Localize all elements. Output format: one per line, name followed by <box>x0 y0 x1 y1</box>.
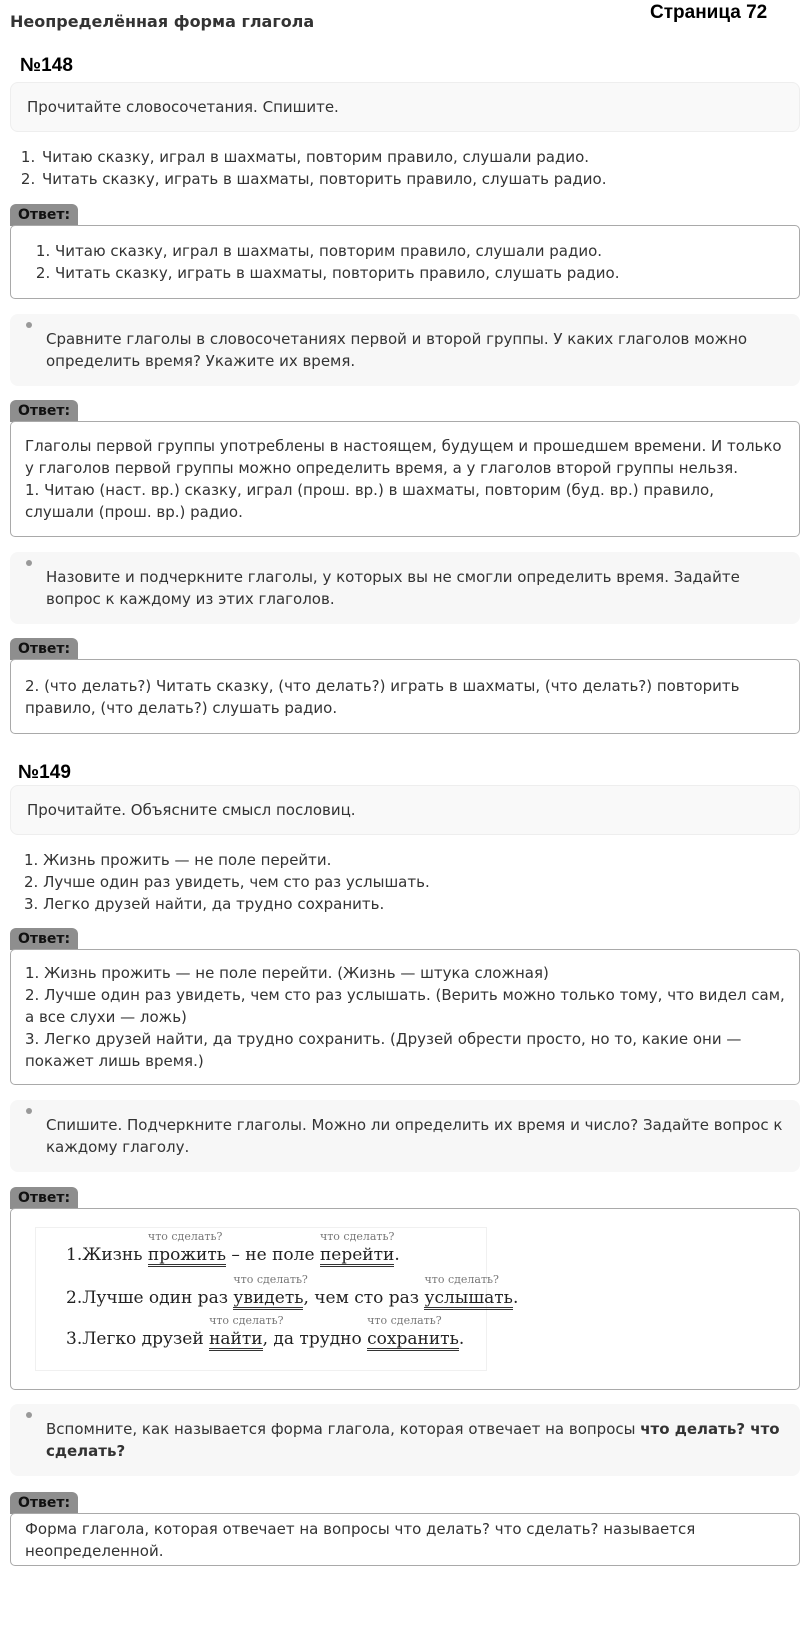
question-text: Назовите и подчеркните глаголы, у которых вы не смогли определить время. Задайте вопрос к каждому из этих глаголов. <box>46 568 740 608</box>
question-note: что сделать? <box>147 1230 223 1243</box>
handwritten-line-2: 2.Лучше один раз что сделать? увидеть, чем сто раз что сделать? услышать. <box>66 1273 519 1308</box>
question-text: Вспомните, как называется форма глагола, которая отвечает на вопросы что делать? что сделать? <box>46 1420 780 1460</box>
handwritten-line-3: 3.Легко друзей что сделать? найти, да трудно что сделать? сохранить. <box>66 1314 465 1349</box>
task-149-question-3 <box>10 1404 800 1476</box>
page-topic: Неопределённая форма глагола <box>10 12 315 31</box>
task-149-number: №149 <box>18 762 71 783</box>
task-148-list <box>20 146 607 190</box>
answer-text: 1. Читаю (наст. вр.) сказку, играл (прош. вр.) в шахматы, повторим (буд. вр.) правило, слушали (прош. вр.) радио. <box>25 481 714 521</box>
answer-box <box>10 225 800 299</box>
bullet-icon <box>26 1108 32 1114</box>
answer-text: 1. Жизнь прожить — не поле перейти. (Жизнь — штука сложная) <box>25 964 549 982</box>
answer-text: 3. Легко друзей найти, да трудно сохранить. (Друзей обрести просто, но то, какие они — покажет лишь время.) <box>25 1030 742 1070</box>
list-item: 3. Легко друзей найти, да трудно сохранить. <box>24 895 385 913</box>
answer-label: Ответ: <box>10 928 78 950</box>
question-note: что сделать? <box>319 1230 395 1243</box>
answer-text: 2. (что делать?) Читать сказку, (что делать?) играть в шахматы, (что делать?) повторить правило, (что делать?) слушать радио. <box>25 676 740 717</box>
answer-box <box>10 659 800 734</box>
answer-text: Форма глагола, которая отвечает на вопросы что делать? что сделать? называется неопределенной. <box>25 1519 696 1560</box>
list-item: 1. Читаю сказку, играл в шахматы, повторим правило, слушали радио. <box>55 240 785 262</box>
answer-label: Ответ: <box>10 204 78 226</box>
answer-box <box>10 1513 800 1566</box>
answer-text: 2. Лучше один раз увидеть, чем сто раз услышать. (Верить можно только тому, что видел сам, а все слухи — ложь) <box>25 986 785 1026</box>
handwritten-line-1: 1.Жизнь что сделать? прожить – не поле что сделать? перейти. <box>66 1230 400 1265</box>
task-148-prompt <box>10 82 800 132</box>
page-number: Страница 72 <box>650 2 768 23</box>
question-note: что сделать? <box>209 1314 284 1327</box>
prompt-text: Прочитайте. Объясните смысл пословиц. <box>27 801 356 819</box>
task-148-question-3 <box>10 552 800 624</box>
answer-box <box>10 949 800 1085</box>
task-149-question-2 <box>10 1100 800 1172</box>
prompt-text: Прочитайте словосочетания. Спишите. <box>27 98 339 116</box>
underlined-verb: что сделать? увидеть <box>233 1273 308 1308</box>
handwritten-answer-image <box>35 1227 519 1371</box>
answer-label: Ответ: <box>10 1187 78 1209</box>
question-text: Сравните глаголы в словосочетаниях первой и второй группы. У каких глаголов можно определить время? Укажите их время. <box>46 330 748 370</box>
question-bold-text: что делать? что сделать? <box>46 1420 780 1460</box>
underlined-verb: что сделать? прожить <box>147 1230 226 1265</box>
answer-box <box>10 1208 800 1390</box>
task-149-prompt <box>10 785 800 835</box>
task-149-list <box>24 849 430 915</box>
list-item: 2. Лучше один раз увидеть, чем сто раз услышать. <box>24 873 430 891</box>
answer-label: Ответ: <box>10 400 78 422</box>
answer-label: Ответ: <box>10 638 78 660</box>
underlined-verb: что сделать? перейти <box>319 1230 395 1265</box>
question-text: Спишите. Подчеркните глаголы. Можно ли определить их время и число? Задайте вопрос к каждому глаголу. <box>46 1116 783 1156</box>
underlined-verb: что сделать? сохранить <box>367 1314 459 1349</box>
list-item: 1. Читаю сказку, играл в шахматы, повторим правило, слушали радио. <box>40 146 607 168</box>
list-item: 2. Читать сказку, играть в шахматы, повторить правило, слушать радио. <box>55 262 785 284</box>
bullet-icon <box>26 1412 32 1418</box>
bullet-icon <box>26 560 32 566</box>
task-148-number: №148 <box>20 55 73 76</box>
answer-text: Глаголы первой группы употреблены в настоящем, будущем и прошедшем времени. И только у глаголов первой группы можно определить время, а у глаголов второй группы нельзя. <box>25 437 782 477</box>
underlined-verb: что сделать? услышать <box>424 1273 513 1308</box>
question-note: что сделать? <box>424 1273 499 1286</box>
answer-label: Ответ: <box>10 1492 78 1514</box>
bullet-icon <box>26 322 32 328</box>
question-note: что сделать? <box>367 1314 442 1327</box>
question-note: что сделать? <box>233 1273 308 1286</box>
underlined-verb: что сделать? найти <box>209 1314 284 1349</box>
list-item: 2. Читать сказку, играть в шахматы, повторить правило, слушать радио. <box>40 168 607 190</box>
list-item: 1. Жизнь прожить — не поле перейти. <box>24 851 332 869</box>
answer-box <box>10 421 800 537</box>
task-148-question-2 <box>10 314 800 386</box>
